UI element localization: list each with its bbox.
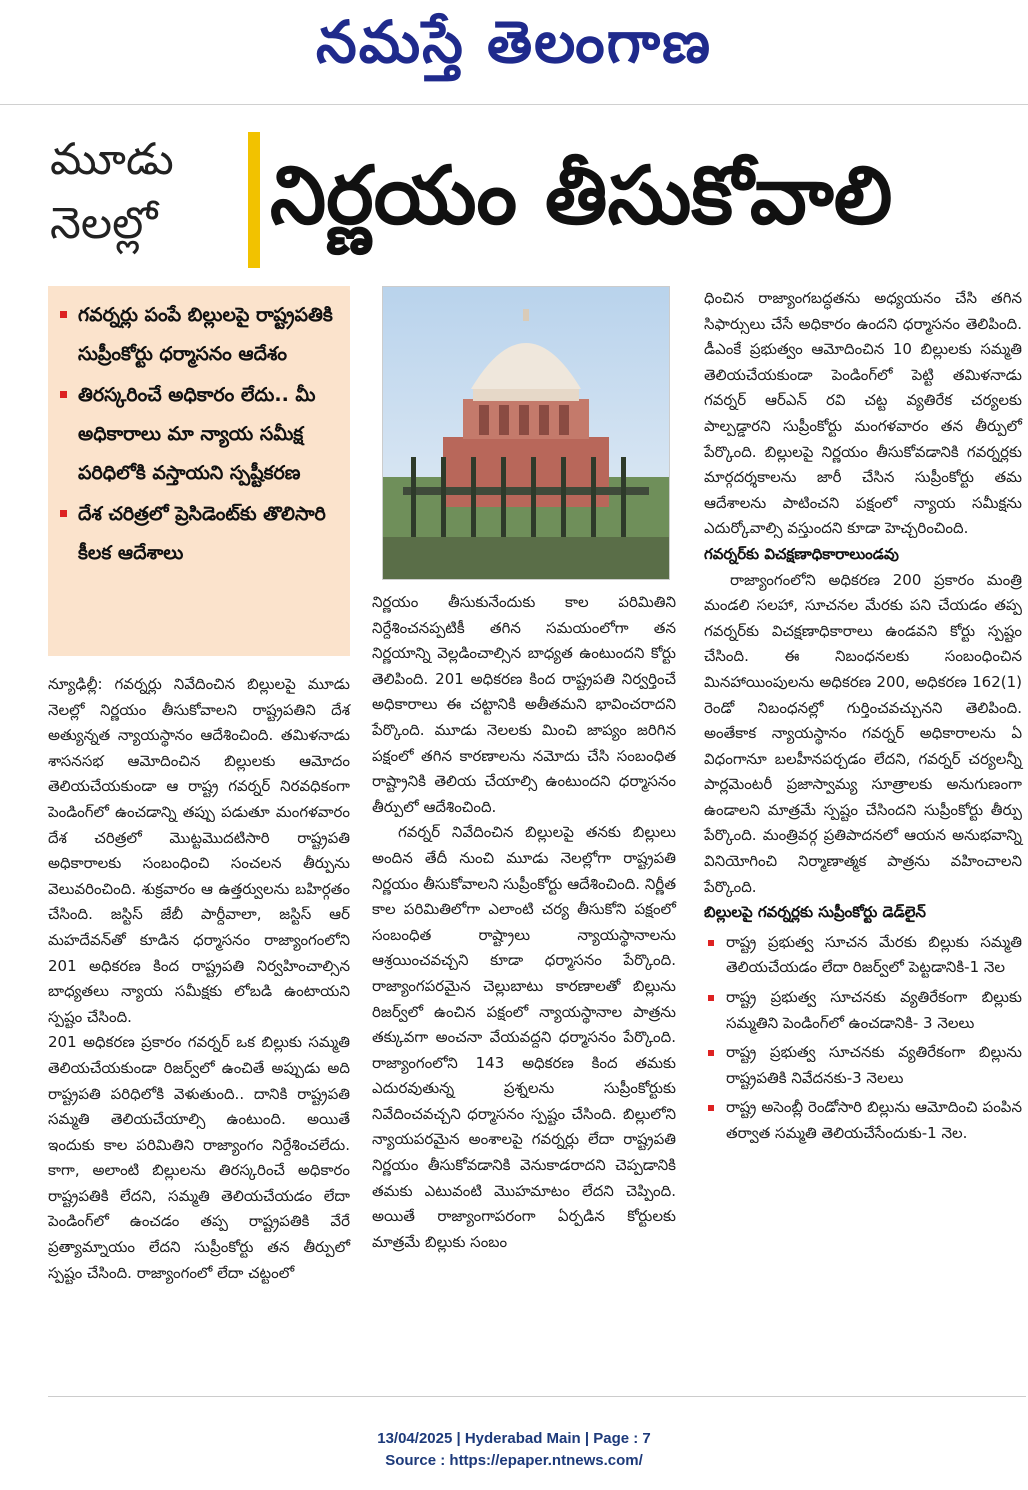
article-column-3 <box>704 286 1022 1147</box>
newspaper-title: నమస్తే తెలంగాణ <box>316 8 712 76</box>
paragraph: ధించిన రాజ్యాంగబద్ధతను అధ్యయనం చేసి తగిన సిఫార్సులు చేసే అధికారం ఉందని ధర్మాసనం తెలిపింది. డీఎంకే ప్రభుత్వం ఆమోదించిన 10 బిల్లులకు సమ్మతి తెలియచేయకుండా పెండింగ్‌లో పెట్టి తమిళనాడు గవర్నర్ ఆర్ఎన్ రవి చట్ట వ్యతిరేక చర్యలకు పాల్పడ్డారని సుప్రీంకోర్టు మంగళవారం తన తీర్పులో పేర్కొంది. బిల్లులపై నిర్ణయం తీసుకోవడానికి గవర్నర్లకు మార్గదర్శకాలను జారీ చేసిన సుప్రీంకోర్టు తమ ఆదేశాలను పాటించని పక్షంలో న్యాయ సమీక్షను ఎదుర్కోవాల్సి వస్తుందని కూడా హెచ్చరించింది. <box>704 289 1022 538</box>
deadline-item: రాష్ట్ర అసెంబ్లీ రెండోసారి బిల్లును ఆమోదించి పంపిన తర్వాత సమ్మతి తెలియచేసేందుకు-1 నెల. <box>704 1095 1022 1146</box>
bullet-icon <box>708 940 714 946</box>
bullet-icon <box>708 1105 714 1111</box>
highlight-item: తిరస్కరించే అధికారం లేదు.. మీ అధికారాలు మా న్యాయ సమీక్ష పరిధిలోకి వస్తాయని స్పష్టీకరణ <box>60 376 342 493</box>
page-footer <box>0 1428 1028 1472</box>
highlight-item: గవర్నర్లు పంపే బిల్లులపై రాష్ట్రపతికి సుప్రీంకోర్టు ధర్మాసనం ఆదేశం <box>60 296 342 374</box>
paragraph: న్యూఢిల్లీ: గవర్నర్లు నివేదించిన బిల్లులపై మూడు నెలల్లో నిర్ణయం తీసుకోవాలని రాష్ట్రపతిని దేశ అత్యున్నత న్యాయస్థానం ఆదేశించింది. తమిళనాడు శాసనసభ ఆమోదించిన బిల్లులకు ఆమోదం తెలియచేయకుండా ఆ రాష్ట్ర గవర్నర్ నిరవధికంగా పెండింగ్‌లో ఉంచడాన్ని తప్పు పడుతూ మంగళవారం దేశ చరిత్రలో మొట్టమొదటిసారి రాష్ట్రపతి అధికారాలకు సంబంధించి సంచలన తీర్పును వెలువరించింది. శుక్రవారం ఆ ఉత్తర్వులను బహిర్గతం చేసింది. జస్టిస్ జేబీ పార్దీవాలా, జస్టిస్ ఆర్ మహదేవన్‌తో కూడిన ధర్మాసనం రాజ్యాంగంలోని 201 అధికరణ కింద రాష్ట్రపతి నిర్వహించాల్సిన బాధ్యతలు న్యాయ సమీక్షకు లోబడి ఉంటాయని స్పష్టం చేసింది. <box>48 675 350 1026</box>
deadline-item: రాష్ట్ర ప్రభుత్వ సూచనకు వ్యతిరేకంగా బిల్లును రాష్ట్రపతికి నివేదనకు-3 నెలలు <box>704 1040 1022 1091</box>
paragraph: రాజ్యాంగంలోని అధికరణ 200 ప్రకారం మంత్రి మండలి సలహా, సూచనల మేరకు పని చేయడం తప్ప గవర్నర్‌కు విచక్షణాధికారాలు ఉండవని కోర్టు స్పష్టం చేసింది. ఈ నిబంధనలకు సంబంధించిన మినహాయింపులను అధికరణ 200, అధికరణ 162(1) రెండో నిబంధనల్లో గుర్తించవచ్చునని తెలిపింది. అంతేకాక న్యాయస్థానం గవర్నర్ అధికారాలను ఏ విధంగానూ బలహీనపర్చడం లేదని, గవర్నర్ చర్యలన్నీ పార్లమెంటరీ ప్రజాస్వామ్య సూత్రాలకు అనుగుణంగా ఉండాలని మాత్రమే స్పష్టం చేసిందని సుప్రీంకోర్టు తీర్పు పేర్కొంది. మంత్రివర్గ ప్రతిపాదనలో ఆయన అనుభవాన్ని వినియోగించి నిర్మాణాత్మక పాత్రను వహించాలని పేర్కొంది. <box>704 570 1022 896</box>
headline-divider <box>248 132 260 268</box>
bullet-icon <box>60 311 67 318</box>
masthead <box>0 0 1028 105</box>
bullet-icon <box>60 510 67 517</box>
article-column-2 <box>372 590 676 1255</box>
footer-source: Source : https://epaper.ntnews.com/ <box>385 1452 643 1469</box>
headline-kicker <box>50 128 240 256</box>
highlight-item: దేశ చరిత్రలో ప్రెసిడెంట్‌కు తొలిసారి కీలక ఆదేశాలు <box>60 495 342 573</box>
supreme-court-building-icon <box>383 287 669 579</box>
deadline-item: రాష్ట్ర ప్రభుత్వ సూచనకు వ్యతిరేకంగా బిల్లుకు సమ్మతిని పెండింగ్‌లో ఉంచడానికి- 3 నెలలు <box>704 985 1022 1036</box>
bullet-icon <box>708 1050 714 1056</box>
paragraph: నిర్ణయం తీసుకునేందుకు కాల పరిమితిని నిర్దేశించనప్పటికీ తగిన సమయంలోగా తన నిర్ణయాన్ని వెల్లడించాల్సిన బాధ్యత ఉంటుందని కోర్టు తెలిపింది. 201 అధికరణ కింద రాష్ట్రపతి నిర్వర్తించే అధికారాలు ఈ చట్టానికి అతీతమని భావించరాదని పేర్కొంది. మూడు నెలలకు మించి జాప్యం జరిగిన పక్షంలో తగిన కారణాలను నమోదు చేసి సంబంధిత రాష్ట్రానికి తెలియ చేయాల్సి ఉంటుందని ధర్మాసనం తీర్పులో ఆదేశించింది. <box>372 593 676 816</box>
subheading: బిల్లులపై గవర్నర్లకు సుప్రీంకోర్టు డెడ్‌లైన్ <box>704 903 926 922</box>
footer-date-edition: 13/04/2025 | Hyderabad Main | Page : 7 <box>377 1430 651 1447</box>
bullet-icon <box>60 391 67 398</box>
subheading: గవర్నర్‌కు విచక్షణాధికారాలుండవు <box>704 544 899 563</box>
article-column-1 <box>48 672 350 1286</box>
kicker-line-2: నెలల్లో <box>50 198 158 249</box>
kicker-line-1: మూడు <box>50 134 174 185</box>
deadline-item: రాష్ట్ర ప్రభుత్వ సూచన మేరకు బిల్లుకు సమ్మతి తెలియచేయడం లేదా రిజర్వ్‌లో పెట్టడానికి-1 నెల <box>704 930 1022 981</box>
bullet-icon <box>708 995 714 1001</box>
bottom-divider <box>48 1396 1026 1397</box>
supreme-court-photo <box>382 286 670 580</box>
headline: నిర్ణయం తీసుకోవాలి <box>270 149 893 242</box>
paragraph: 201 అధికరణ ప్రకారం గవర్నర్ ఒక బిల్లుకు సమ్మతి తెలియచేయకుండా రిజర్వ్‌లో ఉంచితే అప్పుడు అది రాష్ట్రపతి పరిధిలోకి వెళుతుంది.. దానికి రాష్ట్రపతి సమ్మతి తెలియచేయాల్సి ఉంటుంది. అయితే ఇందుకు కాల పరిమితిని రాజ్యాంగం నిర్దేశించలేదు. కాగా, అలాంటి బిల్లులను తిరస్కరించే అధికారం రాష్ట్రపతికి లేదని, సమ్మతి తెలియచేయడం లేదా పెండింగ్‌లో ఉంచడం తప్ప రాష్ట్రపతికి వేరే ప్రత్యామ్నాయం లేదని సుప్రీంకోర్టు తన తీర్పులో స్పష్టం చేసింది. రాజ్యాంగంలో లేదా చట్టంలో <box>48 1033 350 1282</box>
paragraph: గవర్నర్ నివేదించిన బిల్లులపై తనకు బిల్లులు అందిన తేదీ నుంచి మూడు నెలల్లోగా రాష్ట్రపతి నిర్ణయం తీసుకోవాలని సుప్రీంకోర్టు ఆదేశించింది. నిర్ణీత కాల పరిమితిలోగా ఎలాంటి చర్య తీసుకోని పక్షంలో సంబంధిత రాష్ట్రాలు న్యాయస్థానాలను ఆశ్రయించవచ్చని కూడా ధర్మాసనం పేర్కొంది. రాజ్యాంగపరమైన చెల్లుబాటు కారణాలతో బిల్లును రిజర్వ్‌లో ఉంచిన పక్షంలో న్యాయస్థానాల పాత్రను తక్కువగా అంచనా వేయవద్దని ధర్మాసనం పేర్కొంది. రాజ్యాంగంలోని 143 అధికరణ కింద తమకు ఎదురవుతున్న ప్రశ్నలను సుప్రీంకోర్టుకు నివేదించవచ్చని ధర్మాసనం స్పష్టం చేసింది. బిల్లులోని న్యాయపరమైన అంశాలపై గవర్నర్లు లేదా రాష్ట్రపతి నిర్ణయం తీసుకోవడానికి వెనుకాడరాదని చెప్పడానికి తమకు ఎటువంటి మొహమాటం లేదని చెప్పింది. అయితే రాజ్యాంగాపరంగా ఏర్పడిన కోర్టులకు మాత్రమే బిల్లుకు సంబం <box>372 823 676 1251</box>
highlights-box <box>48 286 350 656</box>
